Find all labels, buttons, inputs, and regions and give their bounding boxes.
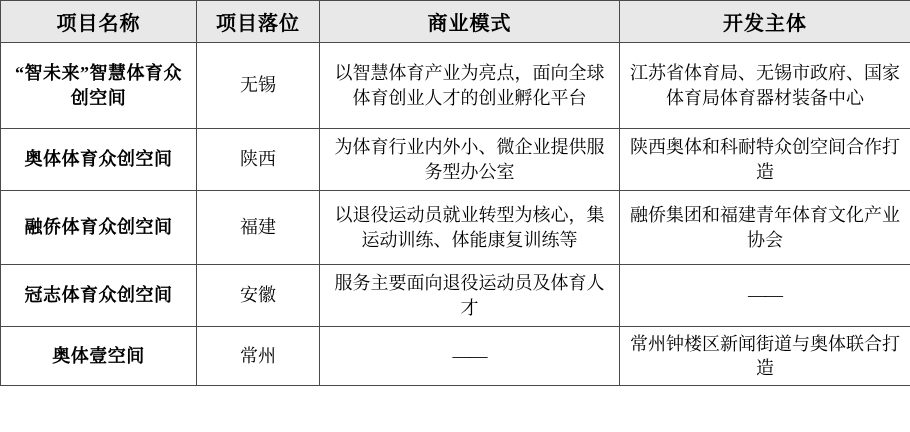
table-row (1, 327, 910, 386)
cell-business-mode: —— (320, 327, 620, 386)
cell-developer: 陕西奥体和科耐特众创空间合作打造 (620, 129, 910, 191)
cell-project-location: 福建 (197, 191, 320, 265)
cell-business-mode: 服务主要面向退役运动员及体育人才 (320, 265, 620, 327)
cell-project-name: 融侨体育众创空间 (1, 191, 197, 265)
cell-developer: 江苏省体育局、无锡市政府、国家体育局体育器材装备中心 (620, 43, 910, 129)
column-header-business-mode: 商业模式 (320, 1, 620, 43)
table-row (1, 43, 910, 129)
cell-business-mode: 以智慧体育产业为亮点，面向全球体育创业人才的创业孵化平台 (320, 43, 620, 129)
column-header-developer: 开发主体 (620, 1, 910, 43)
cell-project-location: 无锡 (197, 43, 320, 129)
cell-project-name: 奥体壹空间 (1, 327, 197, 386)
cell-project-name: “智未来”智慧体育众创空间 (1, 43, 197, 129)
table-row (1, 191, 910, 265)
column-header-name: 项目名称 (1, 1, 197, 43)
column-header-location: 项目落位 (197, 1, 320, 43)
cell-developer: 常州钟楼区新闻街道与奥体联合打造 (620, 327, 910, 386)
cell-project-location: 陕西 (197, 129, 320, 191)
cell-developer: —— (620, 265, 910, 327)
table-row (1, 129, 910, 191)
table-header-row (1, 1, 910, 43)
cell-developer: 融侨集团和福建青年体育文化产业协会 (620, 191, 910, 265)
cell-project-name: 奥体体育众创空间 (1, 129, 197, 191)
table-row (1, 265, 910, 327)
table-body (1, 43, 910, 386)
cell-project-name: 冠志体育众创空间 (1, 265, 197, 327)
cell-project-location: 安徽 (197, 265, 320, 327)
cell-business-mode: 为体育行业内外小、微企业提供服务型办公室 (320, 129, 620, 191)
table-header (1, 1, 910, 43)
cell-business-mode: 以退役运动员就业转型为核心，集运动训练、体能康复训练等 (320, 191, 620, 265)
cell-project-location: 常州 (197, 327, 320, 386)
